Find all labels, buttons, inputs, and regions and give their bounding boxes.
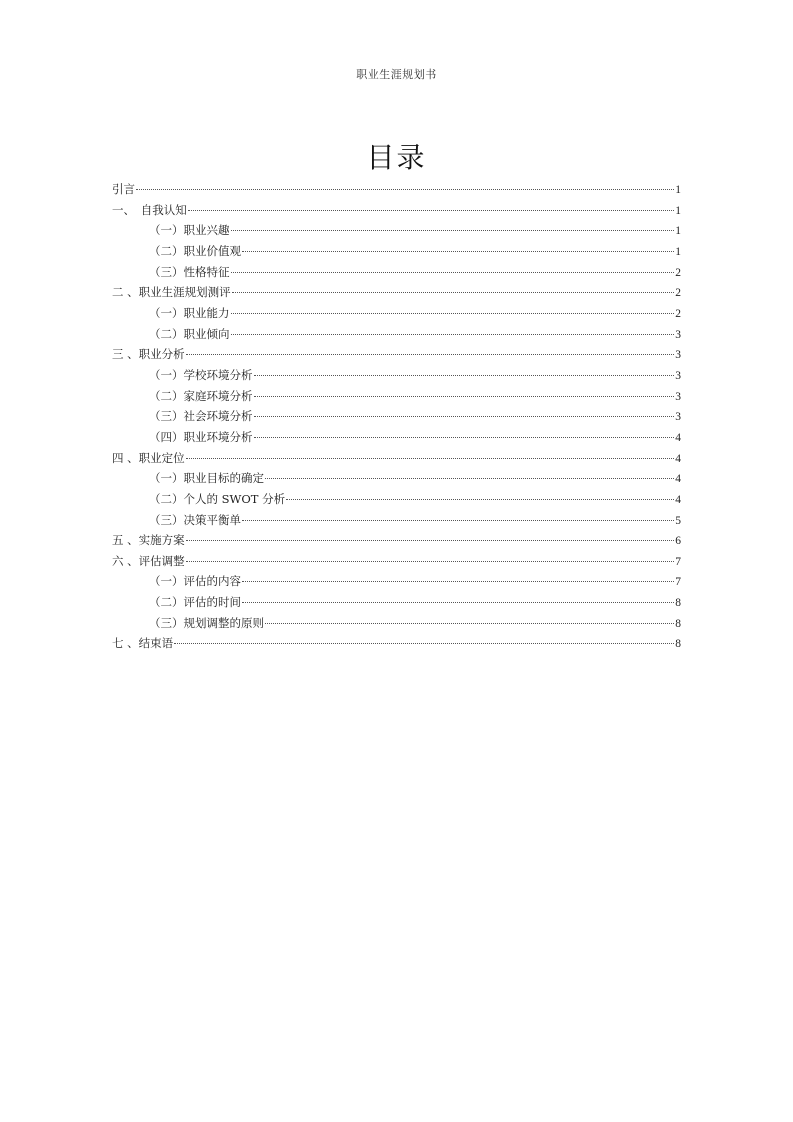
toc-entry-page-number: 8 [675,597,681,610]
toc-entry-label: 五 、实施方案 [112,533,185,548]
dot-leader [254,437,675,438]
toc-entry-page-number: 7 [675,576,681,589]
toc-entry-page-number: 8 [675,617,681,630]
dot-leader [231,334,675,335]
toc-entry-label: （三）性格特征 [149,264,230,279]
dot-leader [174,643,674,644]
toc-entry[interactable] [112,324,681,345]
running-header: 职业生涯规划书 [356,68,437,81]
toc-entry-page-number: 3 [675,411,681,424]
toc-entry-label: 六 、评估调整 [112,553,185,568]
toc-entry-page-number: 2 [675,287,681,300]
toc-entry-label: （一）评估的内容 [149,574,241,589]
toc-entry[interactable] [112,303,681,324]
toc-entry-label: 四 、职业定位 [112,450,185,465]
toc-entry-label: 七 、结束语 [112,636,174,651]
toc-entry[interactable] [112,262,681,283]
toc-entry-page-number: 3 [675,349,681,362]
toc-entry-page-number: 6 [675,535,681,548]
dot-leader [186,561,675,562]
toc-entry-label: （三）决策平衡单 [149,512,241,527]
dot-leader [231,230,675,231]
toc-entry[interactable] [112,200,681,221]
table-of-contents [112,179,681,654]
dot-leader [254,396,675,397]
toc-entry-label: （二）家庭环境分析 [149,388,253,403]
toc-entry[interactable] [112,592,681,613]
toc-entry-page-number: 4 [675,493,681,506]
toc-entry-label: 引言 [112,182,135,196]
toc-entry-page-number: 5 [675,514,681,527]
toc-entry[interactable] [112,406,681,427]
toc-entry-page-number: 7 [675,555,681,568]
toc-entry-page-number: 8 [675,638,681,651]
toc-title: 目录 [366,141,427,174]
toc-entry-page-number: 3 [675,390,681,403]
dot-leader [242,251,674,252]
toc-entry[interactable] [112,448,681,469]
dot-leader [242,602,674,603]
toc-entry-label: （一）职业能力 [149,305,230,320]
toc-entry-page-number: 4 [675,431,681,444]
toc-entry-page-number: 1 [675,225,681,238]
dot-leader [186,458,675,459]
toc-entry-page-number: 4 [675,452,681,465]
toc-entry[interactable] [112,344,681,365]
toc-entry-label: 二 、职业生涯规划测评 [112,285,231,300]
dot-leader [242,520,674,521]
toc-entry-label: （三）社会环境分析 [149,409,253,424]
dot-leader [254,416,675,417]
dot-leader [186,354,675,355]
toc-entry[interactable] [112,571,681,592]
toc-entry[interactable] [112,530,681,551]
toc-entry[interactable] [112,427,681,448]
toc-entry[interactable] [112,241,681,262]
toc-entry-page-number: 2 [675,266,681,279]
toc-entry[interactable] [112,282,681,303]
toc-entry-label: （一）学校环境分析 [149,367,253,382]
dot-leader [254,375,675,376]
toc-entry-page-number: 3 [675,369,681,382]
dot-leader [265,478,674,479]
toc-entry[interactable] [112,220,681,241]
toc-entry-label: （一）职业目标的确定 [149,471,264,486]
dot-leader [186,540,675,541]
toc-entry[interactable] [112,468,681,489]
toc-entry-label: （二）职业价值观 [149,243,241,258]
toc-entry[interactable] [112,633,681,654]
dot-leader [188,210,675,211]
dot-leader [242,581,674,582]
toc-entry[interactable] [112,365,681,386]
toc-entry-page-number: 1 [675,204,681,217]
dot-leader [231,313,675,314]
toc-entry[interactable] [112,510,681,531]
toc-entry-page-number: 1 [675,245,681,258]
toc-entry-label: （三）规划调整的原则 [149,615,264,630]
toc-entry-page-number: 3 [675,328,681,341]
dot-leader [286,499,674,500]
toc-entry-label: 一、 自我认知 [112,202,187,217]
toc-entry[interactable] [112,386,681,407]
toc-entry-label: 三 、职业分析 [112,347,185,362]
toc-entry-page-number: 2 [675,307,681,320]
dot-leader [136,189,674,190]
dot-leader [265,623,674,624]
toc-entry-label: （二）评估的时间 [149,595,241,610]
toc-entry-label: （二）个人的 SWOT 分析 [149,491,286,506]
toc-entry[interactable] [112,613,681,634]
toc-entry-page-number: 4 [675,473,681,486]
toc-entry-label: （一）职业兴趣 [149,223,230,238]
toc-entry-label: （二）职业倾向 [149,326,230,341]
dot-leader [232,292,675,293]
toc-entry[interactable] [112,551,681,572]
toc-entry[interactable] [112,179,681,200]
dot-leader [231,272,675,273]
toc-entry-page-number: 1 [675,184,681,196]
toc-entry[interactable] [112,489,681,510]
toc-entry-label: （四）职业环境分析 [149,429,253,444]
